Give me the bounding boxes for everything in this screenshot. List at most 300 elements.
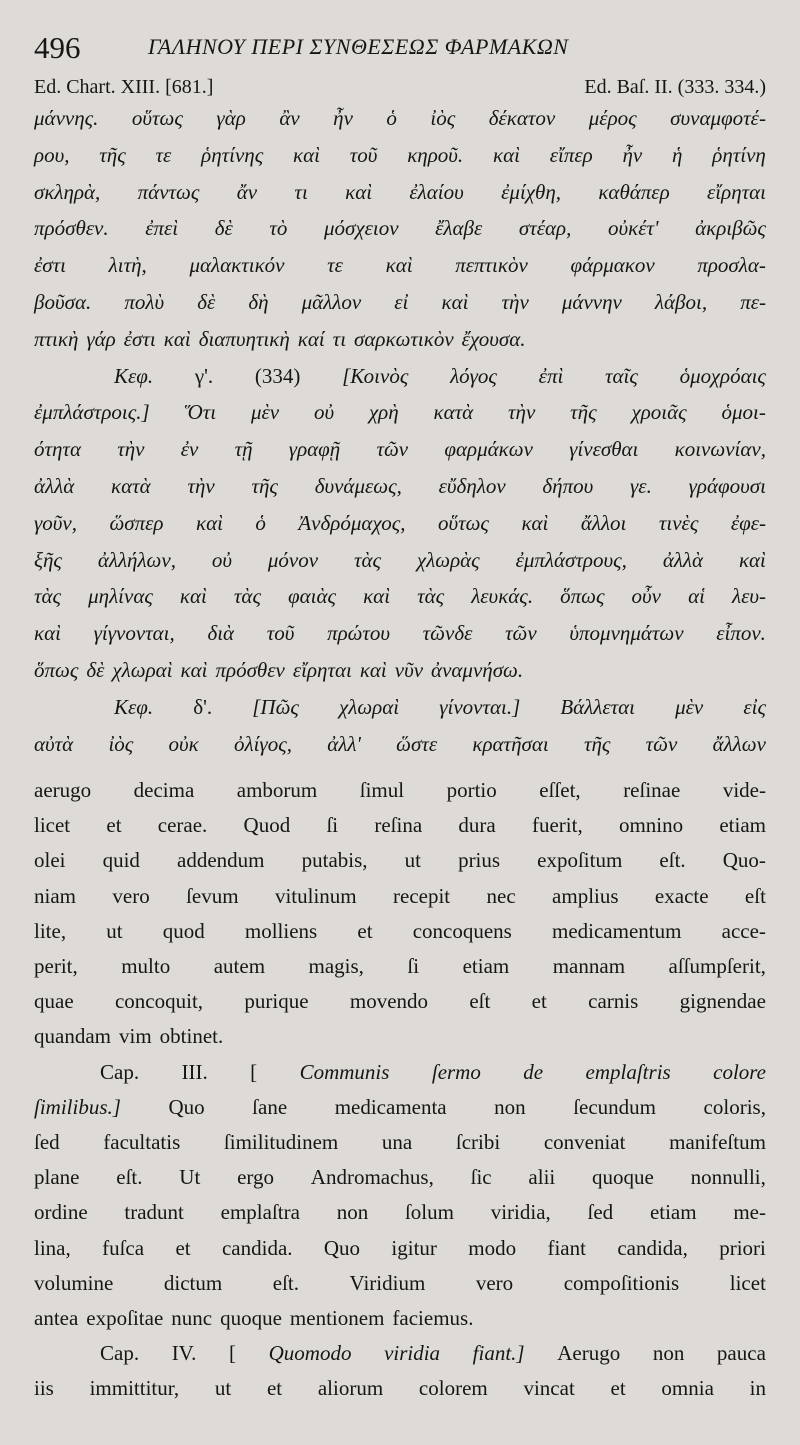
word: οὕτως — [437, 510, 489, 535]
word: portio — [446, 778, 497, 802]
word: licet — [729, 1270, 766, 1295]
word: τῆς — [570, 400, 597, 425]
word: obtinet. — [159, 1024, 224, 1049]
word: οὕτως — [131, 106, 183, 130]
word: μὲν — [675, 694, 704, 719]
word: candida, — [617, 1235, 688, 1260]
word: ἰὸς — [108, 731, 134, 756]
word: κοινωνίαν, — [674, 437, 766, 462]
word: καὶ — [359, 658, 387, 682]
word: Communis — [299, 1059, 390, 1084]
word: τὴν — [508, 400, 536, 425]
word: γραφῇ — [288, 437, 341, 462]
word: ἐστι — [34, 253, 66, 278]
word: πε- — [740, 290, 766, 314]
word: etiam — [462, 954, 510, 978]
word: addendum — [177, 848, 265, 873]
word: Quod — [243, 813, 291, 838]
word: ῥητίνη — [712, 142, 766, 167]
word: ſermo — [431, 1059, 481, 1084]
word: Κεφ. — [114, 363, 154, 388]
word: vide- — [722, 778, 766, 802]
edition-basel: Ed. Baſ. II. (333. 334.) — [584, 76, 766, 98]
word: καθάπερ — [598, 179, 670, 204]
word: καὶ — [345, 179, 373, 204]
word: ἐν — [180, 437, 199, 462]
word: τῶν — [376, 437, 409, 462]
word: Ὅτι — [184, 400, 217, 425]
word: [ — [250, 1059, 258, 1084]
word: Viridium — [349, 1270, 426, 1295]
word: in — [749, 1376, 766, 1401]
word: Βάλλεται — [560, 694, 636, 719]
word: eſt. — [659, 848, 686, 873]
word: ὁ — [255, 510, 266, 535]
word: ſed — [587, 1200, 614, 1225]
word: amborum — [236, 778, 318, 802]
word: καὶ — [195, 510, 223, 535]
word: Ἀνδρόμαχος, — [298, 510, 406, 535]
word: fiant — [547, 1235, 586, 1260]
word: fuerit, — [531, 813, 583, 838]
word: χρὴ — [368, 400, 399, 425]
word: γίνεσθαι — [569, 437, 639, 462]
word: omnia — [661, 1376, 714, 1401]
text-line — [34, 695, 766, 731]
word: διὰ — [207, 621, 235, 646]
word: expoſitum — [537, 848, 623, 873]
word: εἴπερ — [549, 142, 593, 167]
word: ſecundum — [573, 1094, 657, 1119]
word: ordine — [34, 1200, 88, 1225]
word: fuſca — [102, 1235, 145, 1260]
word: decima — [133, 778, 195, 802]
word: ταῖς — [605, 363, 638, 388]
word: ſevum — [186, 883, 239, 908]
word: amplius — [552, 883, 619, 908]
word: quid — [102, 848, 140, 873]
word: ἐστι — [123, 326, 156, 351]
word: συναμφοτέ- — [670, 106, 766, 130]
text-line — [34, 989, 766, 1025]
word: δυνάμεως, — [314, 474, 402, 498]
word: ἄλλοι — [580, 510, 627, 535]
text-line — [34, 658, 766, 694]
word: nunc — [171, 1306, 213, 1330]
word: ſcribi — [455, 1130, 501, 1154]
word: εἰς — [743, 694, 766, 719]
word: κρατῆσαι — [472, 731, 549, 756]
word: νῦν — [394, 658, 424, 682]
word: quandam — [34, 1024, 111, 1049]
word: III. — [181, 1059, 208, 1084]
word: καὶ — [738, 547, 766, 572]
word: ἐμίχθη, — [501, 179, 561, 204]
word: candida. — [221, 1235, 293, 1260]
text-line — [34, 778, 766, 814]
word: καί — [297, 326, 325, 351]
word: στέαρ, — [518, 216, 572, 241]
text-line — [34, 1341, 766, 1377]
word: οὐ — [211, 547, 232, 572]
word: et — [357, 918, 373, 943]
word: ſimilitudinem — [223, 1130, 339, 1154]
word: τὴν — [501, 290, 529, 314]
text-line — [34, 180, 766, 216]
word: οὐ — [313, 400, 335, 425]
word: una — [381, 1130, 413, 1154]
word: alii — [528, 1165, 556, 1190]
word: λόγος — [450, 363, 497, 388]
word: colorem — [418, 1376, 488, 1401]
word: ὅπως — [560, 584, 605, 609]
word: etiam — [649, 1200, 697, 1225]
word: concoquit, — [114, 989, 204, 1014]
word: φαρμάκων — [444, 437, 533, 462]
text-line — [34, 884, 766, 920]
word: ἀκριβῶς — [695, 216, 766, 241]
word: μάννην — [561, 290, 622, 314]
text-line — [34, 1200, 766, 1236]
word: dictum — [163, 1270, 223, 1295]
word: igitur — [391, 1235, 437, 1260]
word: expoſitae — [86, 1306, 164, 1330]
word: niam — [34, 883, 76, 908]
word: εἰ — [394, 290, 409, 314]
word: olei — [34, 848, 66, 873]
word: εἶπον. — [716, 621, 766, 646]
word: recepit — [393, 883, 451, 908]
word: aſſumpſerit, — [668, 954, 766, 978]
word: τε — [155, 142, 172, 167]
word: ὑπομνημάτων — [569, 621, 684, 646]
word: nonnulli, — [690, 1165, 766, 1190]
word: purique — [244, 989, 309, 1014]
word: magis, — [308, 954, 364, 978]
word: σκληρὰ, — [34, 179, 101, 204]
word: τῆς — [583, 731, 611, 756]
word: πολὺ — [124, 290, 165, 314]
word: Quo- — [722, 848, 766, 873]
word: viridia, — [490, 1200, 551, 1225]
text-line — [34, 474, 766, 510]
word: volumine — [34, 1270, 114, 1295]
word: τῆς — [251, 474, 278, 498]
word: Quo — [323, 1235, 361, 1260]
word: εὔδηλον — [438, 474, 506, 498]
word: γάρ — [86, 326, 116, 351]
word: τε — [327, 253, 343, 278]
edition-chartier: Ed. Chart. XIII. [681.] — [34, 76, 214, 98]
word: cerae. — [157, 813, 208, 838]
word: δὴ — [248, 290, 269, 314]
word: quoque — [592, 1165, 654, 1190]
word: ὥστε — [396, 731, 438, 756]
word: [Κοινὸς — [342, 363, 409, 388]
edition-line — [34, 76, 766, 104]
word: et — [175, 1235, 191, 1260]
word: γε. — [630, 474, 652, 498]
word: ἐλαίου — [409, 179, 464, 204]
word: nec — [486, 883, 516, 908]
word: ſi — [407, 954, 420, 978]
word: τι — [294, 179, 308, 204]
word: φαιὰς — [288, 584, 337, 609]
word: ἀλλὰ — [34, 474, 75, 498]
word: τῆς — [99, 142, 126, 167]
word: quae — [34, 989, 74, 1014]
word: γοῦν, — [34, 510, 77, 535]
word: γίγνονται, — [93, 621, 175, 646]
word: ἀλλὰ — [662, 547, 704, 572]
text-line — [34, 548, 766, 584]
word: conveniat — [543, 1130, 626, 1154]
word: καὶ — [180, 658, 208, 682]
word: χλωραὶ — [112, 658, 173, 682]
word: et — [531, 989, 547, 1014]
word: faciemus. — [392, 1306, 474, 1330]
word: καὶ — [293, 142, 320, 167]
word: τὸ — [269, 216, 288, 241]
word: τοῦ — [349, 142, 378, 167]
word: βοῦσα. — [34, 290, 92, 314]
word: λευκάς. — [471, 584, 534, 609]
word: πρόσθεν — [215, 658, 285, 682]
text-line — [34, 364, 766, 400]
word: καὶ — [363, 584, 391, 609]
word: μαλακτικόν — [189, 253, 285, 278]
word: et — [610, 1376, 626, 1401]
word: τὰς — [353, 547, 382, 572]
word: vitulinum — [274, 883, 357, 908]
word: ἐφε- — [730, 510, 766, 535]
word: ſi — [326, 813, 339, 838]
word: λιτὴ, — [108, 253, 147, 278]
word: κατὰ — [433, 400, 474, 425]
word: ut — [106, 918, 123, 943]
word: et — [106, 813, 122, 838]
word: vero — [475, 1270, 514, 1295]
word: Quomodo — [268, 1341, 352, 1366]
word: Ut — [179, 1165, 201, 1190]
word: ἐπὶ — [538, 363, 564, 388]
word: non — [494, 1094, 526, 1119]
text-line — [34, 621, 766, 657]
word: ſimilibus.] — [34, 1094, 121, 1119]
text-line — [34, 437, 766, 473]
word: priori — [719, 1235, 766, 1260]
word: μὲν — [250, 400, 280, 425]
word: concoquens — [412, 918, 512, 943]
word: δὲ — [214, 216, 233, 241]
word: ſane — [252, 1094, 288, 1119]
word: viridia — [384, 1341, 441, 1366]
word: προσλα- — [697, 253, 766, 278]
word: reſina — [374, 813, 423, 838]
word: eſt — [469, 989, 491, 1014]
word: medicamentum — [552, 918, 682, 943]
word: ἔλαβε — [435, 216, 483, 241]
word: οὐκ — [168, 731, 199, 756]
word: τὴν — [117, 437, 145, 462]
word: fiant.] — [472, 1341, 525, 1366]
word: pauca — [716, 1341, 766, 1366]
word: lite, — [34, 918, 67, 943]
text-line — [34, 1060, 766, 1096]
word: ἡ — [672, 142, 683, 167]
word: λευ- — [731, 584, 766, 609]
word: quoque — [220, 1306, 282, 1330]
text-line — [34, 1024, 766, 1060]
text-line — [34, 1095, 766, 1131]
word: vim — [118, 1024, 152, 1049]
word: medicamenta — [334, 1094, 447, 1119]
word: ἐπεὶ — [145, 216, 179, 241]
word: IV. — [171, 1341, 197, 1366]
word: Κεφ. — [114, 694, 154, 719]
word: πρώτου — [327, 621, 390, 646]
word: πρόσθεν. — [34, 216, 109, 241]
word: τῶν — [645, 731, 678, 756]
word: γίνονται.] — [439, 694, 521, 719]
word: ſic — [470, 1165, 492, 1190]
word: μόσχειον — [323, 216, 399, 241]
word: [Πῶς — [252, 694, 299, 719]
word: Andromachus, — [310, 1165, 434, 1190]
text-line — [34, 1165, 766, 1201]
text-line — [34, 1271, 766, 1307]
word: ἰὸς — [430, 106, 456, 130]
word: μέρος — [588, 106, 637, 130]
word: et — [266, 1376, 283, 1401]
word: μάννης. — [34, 106, 99, 130]
word: καὶ — [492, 142, 520, 167]
word: ἄν — [236, 179, 258, 204]
word: me- — [733, 1200, 766, 1225]
text-line — [34, 1130, 766, 1166]
word: τῶνδε — [422, 621, 473, 646]
text-line — [34, 848, 766, 884]
word: ἀλλήλων, — [97, 547, 176, 572]
word: κατὰ — [111, 474, 151, 498]
word: vero — [112, 883, 150, 908]
word: μηλίνας — [88, 584, 153, 609]
word: colore — [713, 1059, 766, 1084]
word: omnino — [618, 813, 684, 838]
word: τὴν — [187, 474, 215, 498]
text-line — [34, 919, 766, 955]
word: δ'. — [193, 694, 213, 719]
word: τὰς — [417, 584, 445, 609]
word: τι — [332, 326, 347, 351]
word: κηροῦ. — [407, 142, 464, 167]
word: οὐκέτ' — [607, 216, 659, 241]
text-line — [34, 106, 766, 142]
text-line — [34, 216, 766, 252]
word: Cap. — [100, 1341, 140, 1366]
word: emplaſtris — [585, 1059, 671, 1084]
word: putabis, — [301, 848, 368, 873]
page-number: 496 — [34, 30, 81, 65]
word: τῶν — [505, 621, 537, 646]
word: perit, — [34, 954, 78, 978]
word: καὶ — [163, 326, 191, 351]
word: emplaſtra — [220, 1200, 300, 1225]
text-line — [34, 954, 766, 990]
word: φάρμακον — [570, 253, 655, 278]
word: carnis — [588, 989, 639, 1014]
word: non — [652, 1341, 685, 1366]
word: modo — [468, 1235, 517, 1260]
word: δὲ — [86, 658, 105, 682]
word: ſolum — [404, 1200, 454, 1225]
text-line — [34, 253, 766, 289]
word: δέκατον — [488, 106, 556, 130]
word: de — [523, 1059, 544, 1084]
running-title: ΓΑΛΗΝΟΥ ΠΕΡΙ ΣΥΝΘΕΣΕΩΣ ΦΑΡΜΑΚΩΝ — [148, 34, 569, 59]
word: molliens — [244, 918, 318, 943]
word: ὀλίγος, — [233, 731, 292, 756]
word: facultatis — [103, 1130, 181, 1154]
word: ἔχουσα. — [461, 326, 526, 351]
word: διαπυητικὴ — [198, 326, 290, 351]
word: ſimul — [359, 778, 405, 802]
word: ῥητίνης — [201, 142, 264, 167]
word: lina, — [34, 1235, 71, 1260]
word: ἄλλων — [712, 731, 766, 756]
text-line — [34, 327, 766, 363]
word: χλωρὰς — [416, 547, 480, 572]
word: πεπτικὸν — [455, 253, 528, 278]
word: ρου, — [34, 142, 70, 167]
word: ὁμοχρόαις — [679, 363, 766, 388]
word: exacte — [654, 883, 709, 908]
word: reſinae — [623, 778, 681, 802]
text-line — [34, 1376, 766, 1412]
word: χλωραὶ — [339, 694, 400, 719]
word: εἴρηται — [292, 658, 352, 682]
word: (334) — [254, 363, 301, 388]
word: καὶ — [385, 253, 413, 278]
word: ὅπως — [34, 658, 79, 682]
word: καὶ — [34, 621, 61, 646]
text-line — [34, 511, 766, 547]
word: dura — [458, 813, 496, 838]
word: αἱ — [688, 584, 705, 609]
word: καὶ — [179, 584, 207, 609]
word: τῇ — [234, 437, 253, 462]
word: γ'. — [194, 363, 214, 388]
word: non — [336, 1200, 369, 1225]
word: καὶ — [521, 510, 549, 535]
word: ut — [404, 848, 421, 873]
word: χροιᾶς — [631, 400, 687, 425]
word: Aerugo — [557, 1341, 621, 1366]
word: ἦν — [333, 106, 353, 130]
word: movendo — [349, 989, 429, 1014]
word: etiam — [719, 813, 766, 838]
word: plane — [34, 1165, 80, 1190]
word: Cap. — [100, 1059, 140, 1084]
text-line — [34, 732, 766, 768]
word: ὁμοι- — [721, 400, 766, 425]
word: πάντως — [137, 179, 200, 204]
word: mentionem — [289, 1306, 385, 1330]
word: Quo — [168, 1094, 205, 1119]
word: ſed — [34, 1130, 60, 1154]
word: eſt — [744, 883, 766, 908]
word: τὰς — [34, 584, 62, 609]
